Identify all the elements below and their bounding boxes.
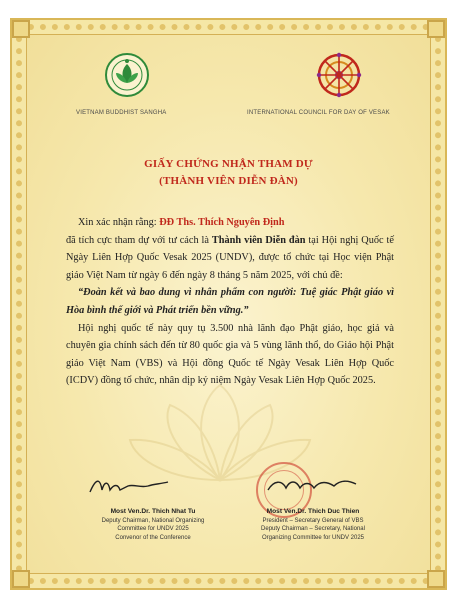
signature-thich-duc-thien bbox=[264, 472, 360, 498]
confirm-prefix: Xin xác nhận rằng: bbox=[78, 217, 160, 228]
conference-theme: “Đoàn kết và bao dung vì nhân phẩm con người: Tuệ giác Phật giáo vì Hòa bình thế giới và Phát triển bền vững.” bbox=[66, 287, 394, 316]
confirmation-line bbox=[66, 214, 394, 232]
signatory-name: Most Ven.Dr. Thich Duc Thien bbox=[266, 508, 360, 515]
signature-thich-nhat-tu bbox=[88, 472, 170, 498]
signatory-right bbox=[228, 508, 398, 542]
participation-paragraph bbox=[66, 232, 394, 285]
certificate-subtitle: (THÀNH VIÊN DIỄN ĐÀN) bbox=[159, 175, 298, 187]
corner-ornament bbox=[427, 20, 445, 38]
certificate-body bbox=[66, 214, 394, 390]
vbs-org-name: VIETNAM BUDDHIST SANGHA bbox=[76, 110, 167, 116]
signatory-title: Convenor of the Conference bbox=[115, 534, 191, 541]
participant-role: Thành viên Diễn đàn bbox=[211, 234, 306, 246]
participation-text-b: tại Hội nghị Quốc tế Ngày Liên Hợp Quốc Vesak 2025 (UNDV), được tổ chức tại Học viện Phật giáo Việt Nam từ ngày 6 đến ngày 8 tháng 5 năm 2025, với chủ đề: bbox=[66, 234, 394, 281]
vbs-logo bbox=[104, 52, 150, 98]
conference-description: Hội nghị quốc tế này quy tụ 3.500 nhà lãnh đạo Phật giáo, học giả và chuyên gia chính sách đến từ 80 quốc gia và 5 vùng lãnh thổ, do Giáo hội Phật giáo Việt Nam (VBS) và Hội đồng Quốc tế Ngày Vesak Liên Hợp Quốc (ICDV) đồng tổ chức, nhân dịp kỷ niệm Ngày Vesak Liên Hợp Quốc 2025. bbox=[66, 322, 394, 387]
signatory-title: President – Secretary General of VBS bbox=[262, 517, 364, 524]
icdv-logo bbox=[316, 52, 362, 98]
signatory-title: Committee for UNDV 2025 bbox=[117, 526, 189, 533]
icdv-org-name: INTERNATIONAL COUNCIL FOR DAY OF VESAK bbox=[247, 110, 390, 116]
signatory-title: Deputy Chairman, National Organizing bbox=[101, 517, 205, 524]
certificate-title: GIẤY CHỨNG NHẬN THAM DỰ bbox=[144, 158, 313, 170]
signatory-title: Organizing Committee for UNDV 2025 bbox=[261, 534, 365, 541]
corner-ornament bbox=[427, 570, 445, 588]
corner-ornament bbox=[12, 570, 30, 588]
signatory-left bbox=[68, 508, 238, 542]
participation-text-a: đã tích cực tham dự với tư cách là bbox=[66, 234, 212, 246]
signatory-name: Most Ven.Dr. Thich Nhat Tu bbox=[110, 508, 196, 515]
signatory-title: Deputy Chairman – Secretary, National bbox=[261, 526, 365, 533]
corner-ornament bbox=[12, 20, 30, 38]
recipient-name: ĐĐ Ths. Thích Nguyên Định bbox=[159, 217, 285, 228]
